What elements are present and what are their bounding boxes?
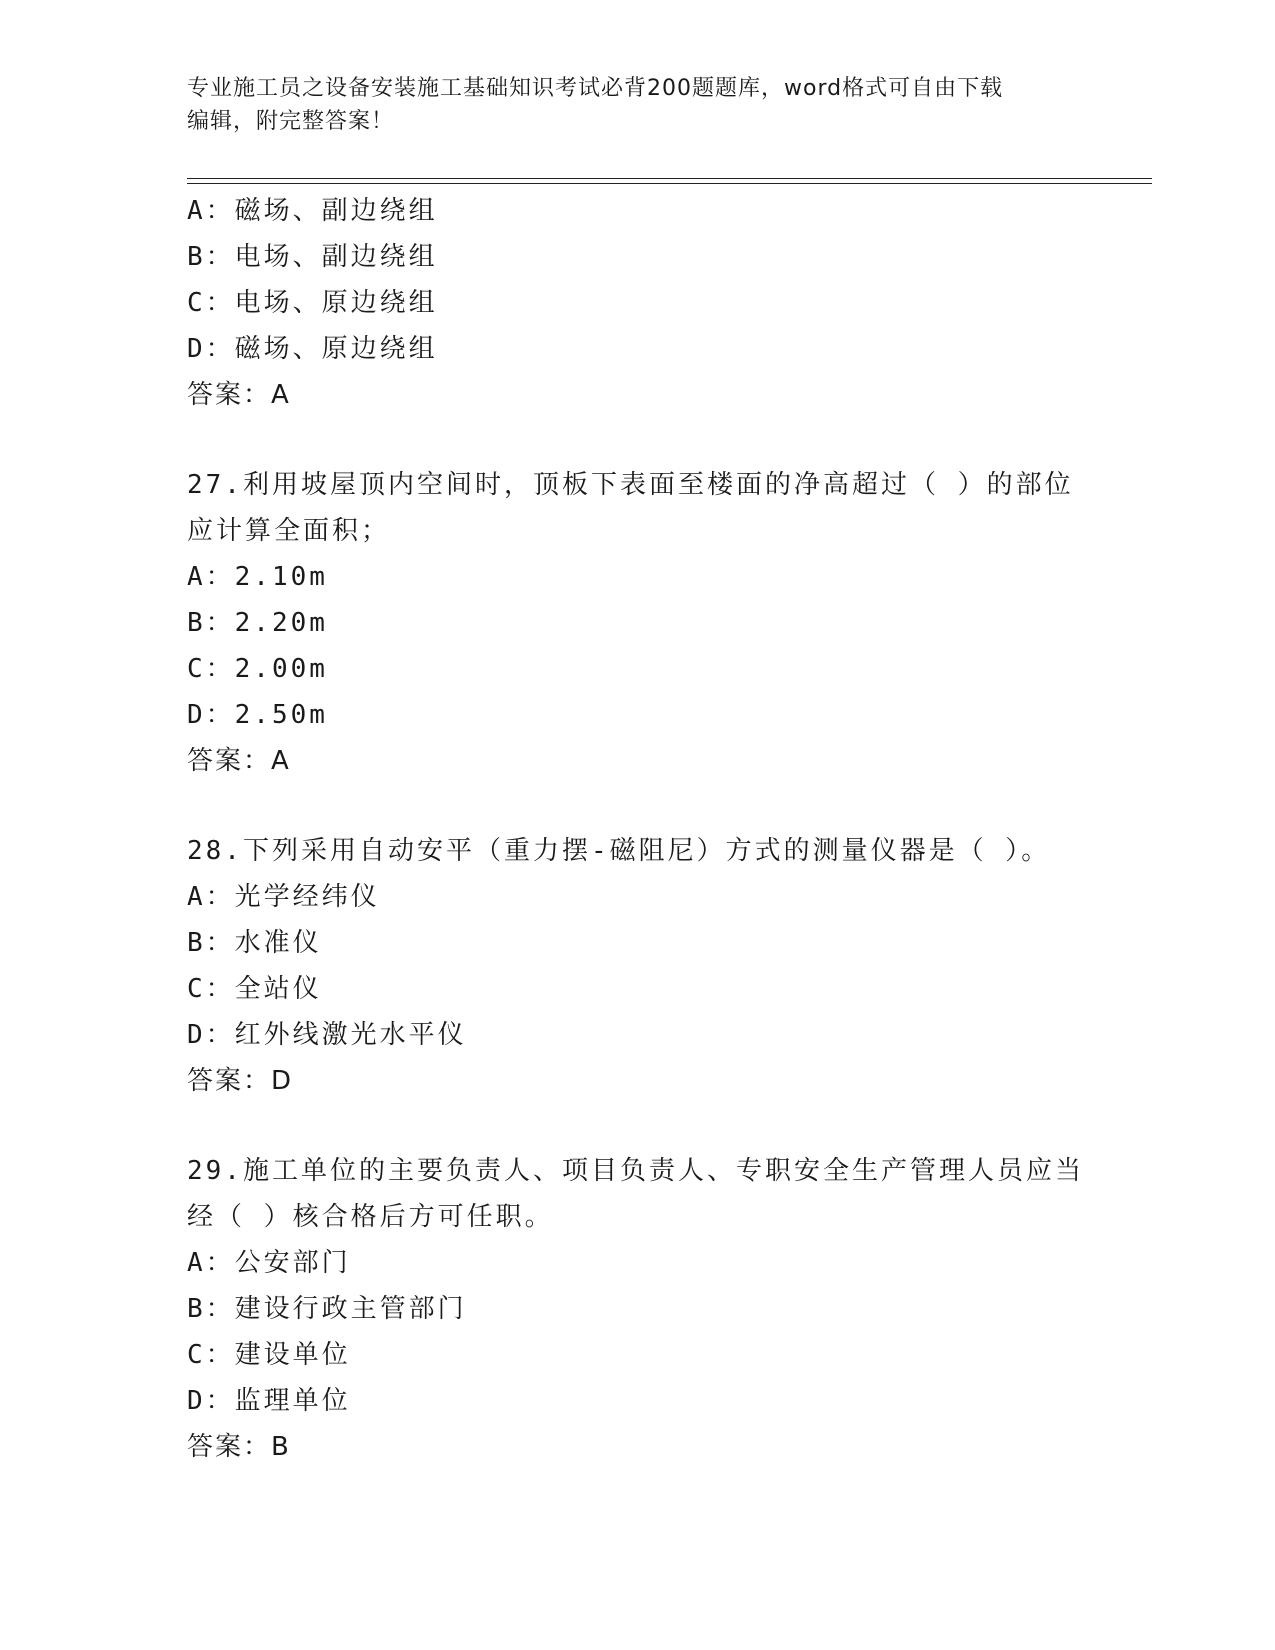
question-block-26 [187,188,1087,418]
option-d: D：红外线激光水平仪 [187,1020,467,1050]
option-b: B：水准仪 [187,928,322,958]
question-stem: 29.施工单位的主要负责人、项目负责人、专职安全生产管理人员应当 [187,1156,1084,1186]
answer: 答案：D [187,1066,294,1096]
question-block-29 [187,1148,1087,1470]
option-d: D：磁场、原边绕组 [187,334,438,364]
answer: 答案：A [187,746,291,776]
header-divider-top [187,178,1152,179]
option-b: B：建设行政主管部门 [187,1294,467,1324]
option-a: A：2.10m [187,562,328,592]
option-b: B：电场、副边绕组 [187,242,438,272]
option-c: C：建设单位 [187,1340,351,1370]
option-d: D：2.50m [187,700,328,730]
option-a: A：磁场、副边绕组 [187,196,438,226]
question-block-28 [187,828,1087,1104]
question-stem-cont: 经（ ）核合格后方可任职。 [187,1202,554,1232]
answer: 答案：A [187,380,291,410]
question-stem: 28.下列采用自动安平（重力摆-磁阻尼）方式的测量仪器是（ ）。 [187,836,1051,866]
question-stem-cont: 应计算全面积； [187,516,391,546]
document-header [187,72,1087,138]
answer: 答案：B [187,1432,291,1462]
header-divider-bottom [187,183,1152,184]
option-c: C：全站仪 [187,974,322,1004]
option-a: A：光学经纬仪 [187,882,380,912]
header-line-1: 专业施工员之设备安装施工基础知识考试必背200题题库，word格式可自由下载 [187,76,1004,101]
option-c: C：2.00m [187,654,328,684]
option-b: B：2.20m [187,608,328,638]
question-stem: 27.利用坡屋顶内空间时，顶板下表面至楼面的净高超过（ ）的部位 [187,470,1074,500]
header-line-2: 编辑，附完整答案！ [187,109,395,134]
option-a: A：公安部门 [187,1248,351,1278]
option-d: D：监理单位 [187,1386,351,1416]
question-list [187,188,1087,1470]
question-block-27 [187,462,1087,784]
option-c: C：电场、原边绕组 [187,288,438,318]
